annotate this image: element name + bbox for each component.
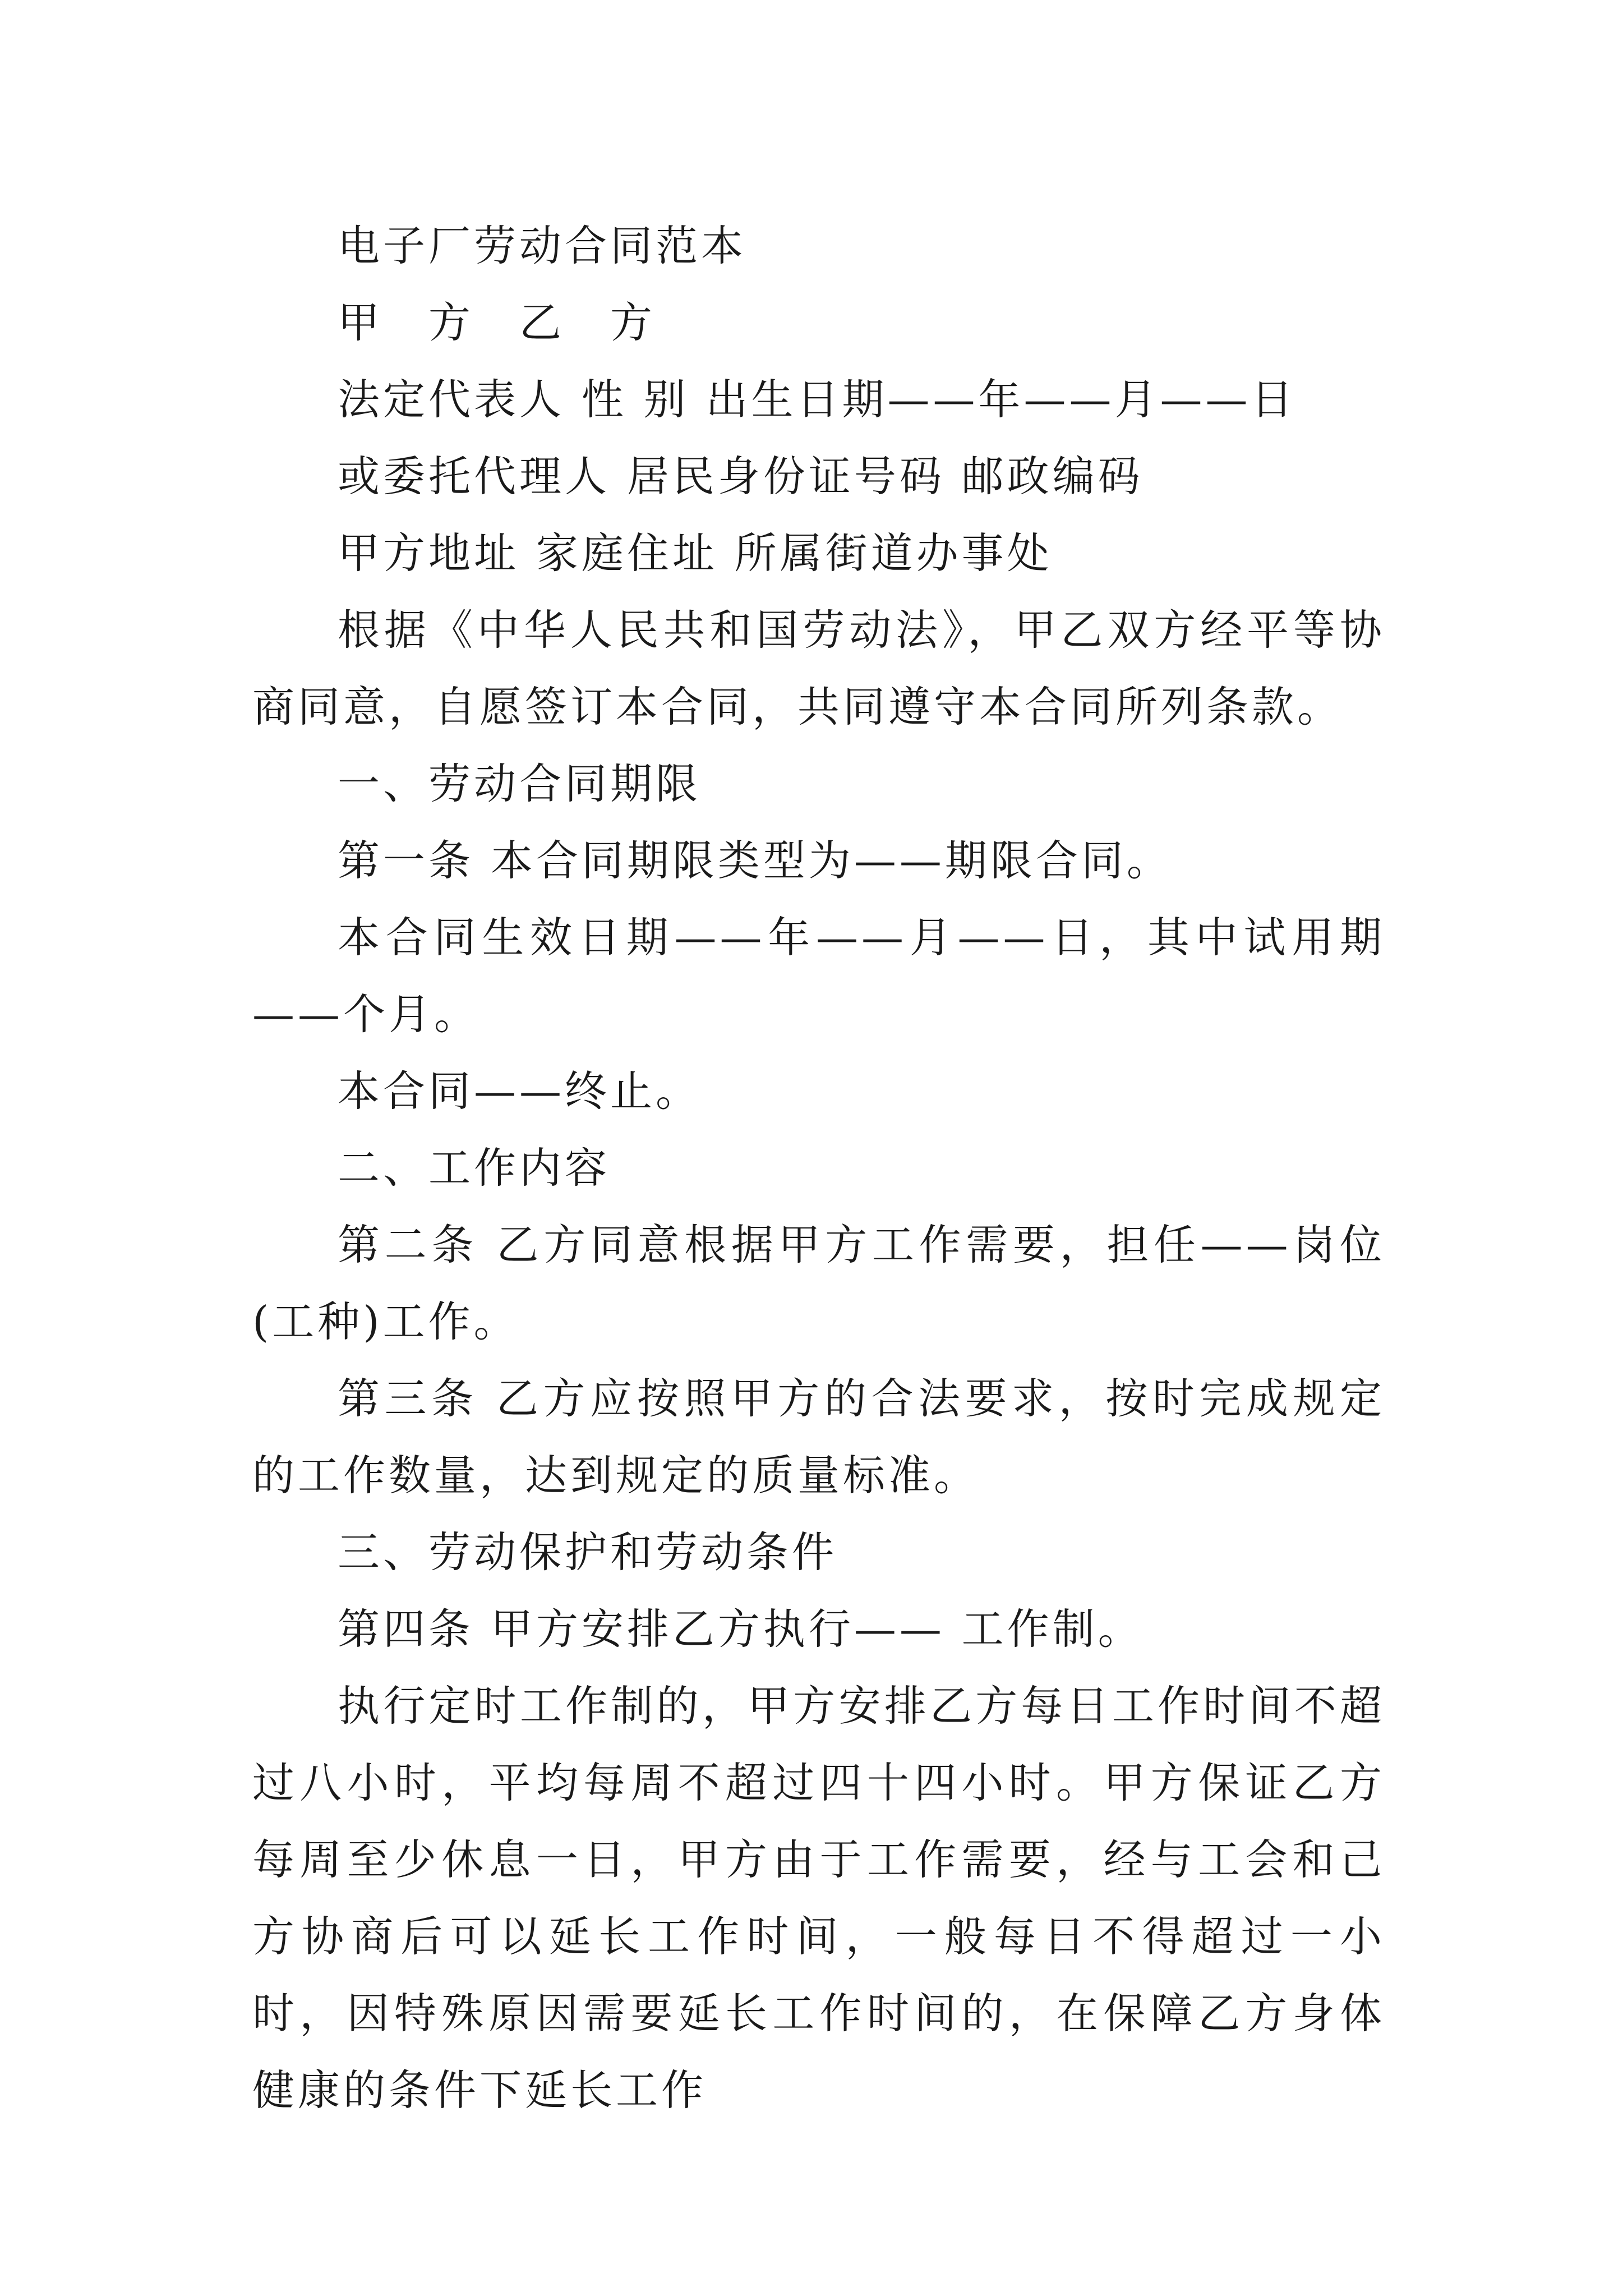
termination-line: 本合同——终止。 [338, 1066, 702, 1116]
agent-id-line: 或委托代理人 居民身份证号码 邮政编码 [338, 452, 1144, 501]
article-2: 第二条 乙方同意根据甲方工作需要，担任——岗位(工种)工作。 [252, 1220, 1385, 1346]
representative-info-line: 法定代表人 性 别 出生日期——年——月——日 [338, 375, 1297, 424]
effective-date-paragraph: 本合同生效日期——年——月——日，其中试用期——个月。 [252, 913, 1385, 1039]
section-heading-labor-protection: 三、劳动保护和劳动条件 [338, 1527, 838, 1577]
article-3: 第三条 乙方应按照甲方的合法要求，按时完成规定的工作数量，达到规定的质量标准。 [252, 1374, 1385, 1500]
party-header-line: 甲 方 乙 方 [338, 298, 656, 347]
article-4: 第四条 甲方安排乙方执行—— 工作制。 [338, 1604, 1144, 1654]
working-hours-paragraph: 执行定时工作制的，甲方安排乙方每日工作时间不超过八小时，平均每周不超过四十四小时。甲方保证乙方每周至少休息一日，甲方由于工作需要，经与工会和己方协商后可以延长工作时间，一般每日不得超过一小时，因特殊原因需要延长工作时间的，在保障乙方身体健康的条件下延长工作 [252, 1681, 1385, 2115]
preamble-paragraph: 根据《中华人民共和国劳动法》，甲乙双方经平等协商同意，自愿签订本合同，共同遵守本合同所列条款。 [252, 605, 1385, 731]
address-line: 甲方地址 家庭住址 所属街道办事处 [338, 528, 1053, 578]
document-title: 电子厂劳动合同范本 [338, 221, 747, 270]
document-body [252, 208, 1385, 2129]
article-1: 第一条 本合同期限类型为——期限合同。 [338, 836, 1172, 885]
section-heading-work-content: 二、工作内容 [338, 1143, 611, 1193]
section-heading-contract-term: 一、劳动合同期限 [338, 759, 702, 808]
